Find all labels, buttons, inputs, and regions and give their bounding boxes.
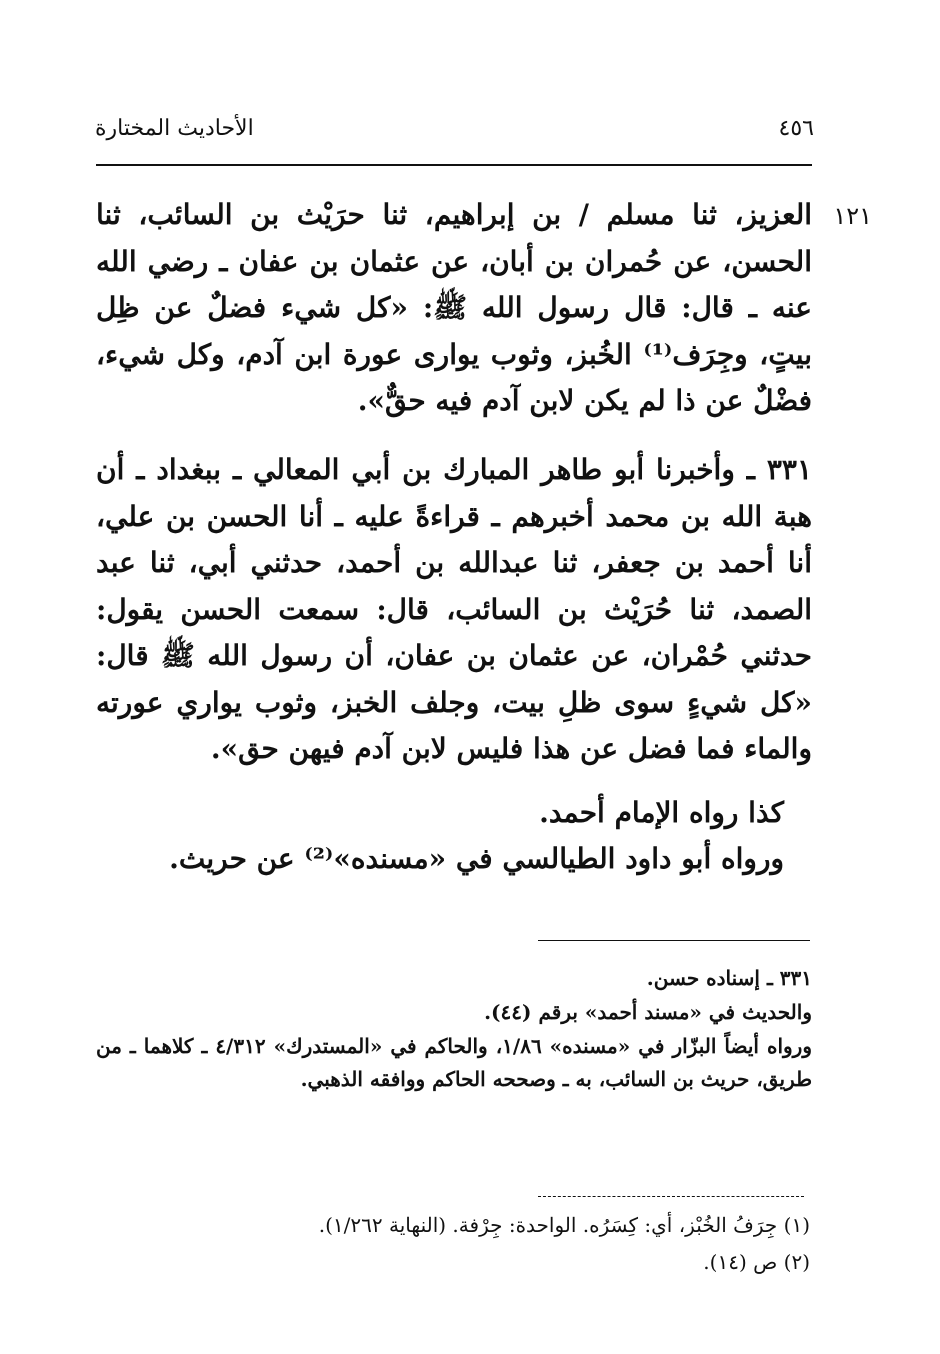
hadith-paragraph-1: العزيز، ثنا مسلم / بن إبراهيم، ثنا حرَيْث بن السائب، ثنا الحسن، عن حُمران بن أبان، عن عثمان بن عفان ـ رضي الله عنه ـ قال: قال رسول الله ﷺ: «كل شيء فضلٌ عن ظِل بيتٍ، وجِرَف⁽¹⁾ الخُبز، وثوب يوارى عورة ابن آدم، وكل شيء، فضْلٌ عن ذا لم يكن لابن آدم فيه حقٌّ». — [96, 198, 813, 417]
note-line-3: ورواه أيضاً البزّار في «مسنده» ١/٨٦، والحاكم في «المستدرك» ٤/٣١٢ ـ كلاهما ـ من طريق، حريث بن السائب، به ـ وصححه الحاكم ووافقه الذهبي. — [96, 1034, 812, 1091]
note-line-1: ٣٣١ ـ إسناده حسن. — [646, 966, 812, 990]
narration-line-1: كذا رواه الإمام أحمد. — [539, 796, 784, 829]
narration-line-2: ورواه أبو داود الطيالسي في «مسنده»⁽²⁾ عن حريث. — [169, 842, 784, 875]
note-line-2: والحديث في «مسند أحمد» برقم (٤٤). — [484, 1000, 812, 1024]
footnote-2: (٢) ص (١٤). — [703, 1250, 810, 1274]
page-number: ٤٥٦ — [778, 116, 814, 141]
footnote-1: (١) جِرَفُ الخُبْز، أي: كِسَرُه. الواحدة: جِرْفة. (النهاية ١/٢٦٢). — [318, 1213, 810, 1237]
notes-rule — [538, 940, 810, 941]
running-title: الأحاديث المختارة — [95, 116, 254, 141]
header-rule — [96, 164, 812, 166]
footnote-rule — [538, 1196, 804, 1197]
hadith-paragraph-2: ٣٣١ ـ وأخبرنا أبو طاهر المبارك بن أبي المعالي ـ ببغداد ـ أن هبة الله بن محمد أخبرهم ـ قراءةً عليه ـ أنا الحسن بن علي، أنا أحمد بن جعفر، ثنا عبدالله بن أحمد، حدثني أبي، ثنا عبد الصمد، ثنا حُرَيْث بن السائب، قال: سمعت الحسن يقول: حدثني حُمْران، عن عثمان بن عفان، أن رسول الله ﷺ قال: «كل شيءٍ سوى ظلِ بيت، وجلف الخبز، وثوب يواري عورته والماء فما فضل عن هذا فليس لابن آدم فيهن حق». — [96, 453, 813, 765]
margin-number: ١٢١ — [833, 202, 872, 230]
